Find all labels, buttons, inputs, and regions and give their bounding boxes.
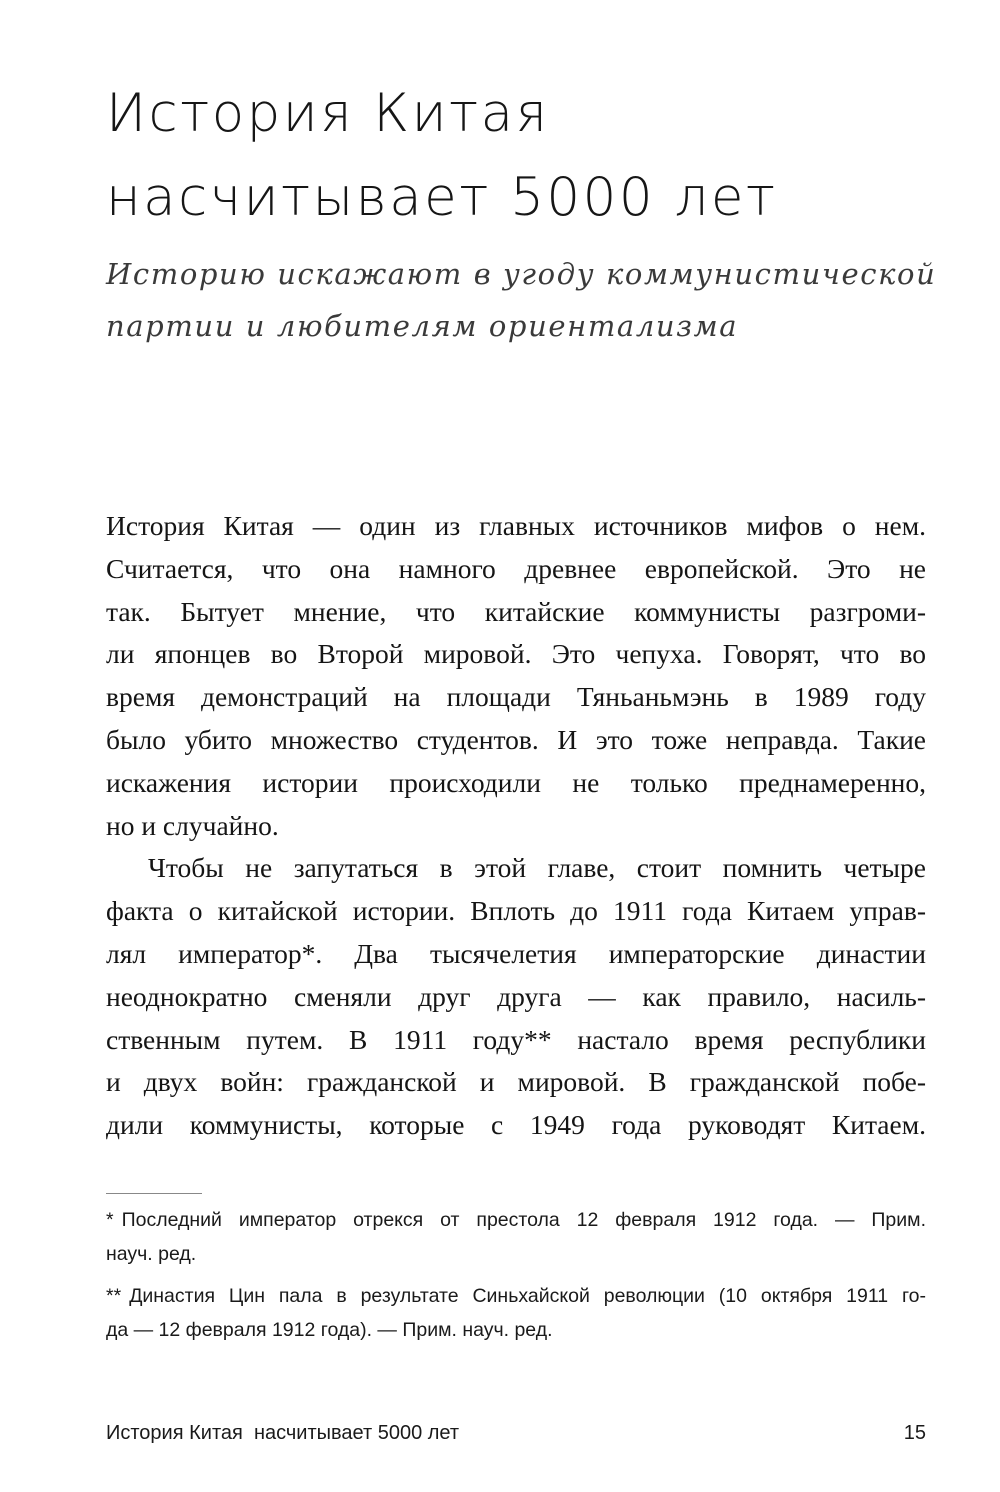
footnote-line: науч. ред.: [106, 1243, 197, 1265]
body-line: Чтобы не запутаться в этой главе, стоит помнить четыре: [148, 852, 926, 884]
body-line: лял император*. Два тысячелетия императорские династии: [106, 937, 926, 969]
body-line: Считается, что она намного древнее европейской. Это не: [106, 552, 926, 584]
body-line: факта о китайской истории. Вплоть до 1911 года Китаем управ-: [106, 895, 926, 927]
page-title-line-2: насчитывает 5000 лет: [106, 167, 778, 228]
footnote-mark: *: [106, 1209, 114, 1231]
running-footer: [106, 1418, 926, 1448]
paragraph-2: [106, 847, 926, 1147]
body-line: было убито множество студентов. И это тоже неправда. Такие: [106, 723, 926, 755]
body-line: но и случайно.: [106, 809, 279, 841]
body-line: так. Бытует мнение, что китайские коммунисты разгроми-: [106, 595, 926, 627]
subtitle-line-1: Историю искажают в угоду коммунистической: [106, 257, 937, 291]
body-line: ли японцев во Второй мировой. Это чепуха. Говорят, что во: [106, 638, 926, 670]
body-line: и двух войн: гражданской и мировой. В гражданской побе-: [106, 1066, 926, 1098]
body-line: ственным путем. В 1911 году** настало время республики: [106, 1023, 926, 1055]
running-title: История Китая насчитывает 5000 лет: [106, 1422, 460, 1444]
page-title-line-1: История Китая: [106, 83, 550, 144]
footnote-line: [106, 1279, 926, 1313]
footnote-text: Последний император отрекся от престола 12 февраля 1912 года. — Прим.: [121, 1209, 926, 1231]
paragraph-1: [106, 505, 926, 847]
subtitle-line-2: партии и любителям ориентализма: [106, 309, 739, 343]
body-line: дили коммунисты, которые с 1949 года руководят Китаем.: [106, 1109, 926, 1141]
body-line: неоднократно сменяли друг друга — как правило, насиль-: [106, 980, 926, 1012]
body-line: время демонстраций на площади Тяньаньмэнь в 1989 году: [106, 681, 926, 713]
body-line: История Китая — один из главных источников мифов о нем.: [106, 510, 926, 541]
footnote-line: да — 12 февраля 1912 года). — Прим. науч. ред.: [106, 1319, 553, 1341]
footnote-line: [106, 1203, 926, 1237]
footnotes: [106, 1203, 926, 1355]
footnote-2: [106, 1279, 926, 1347]
footnote-text: Династия Цин пала в результате Синьхайской революции (10 октября 1911 го-: [129, 1285, 926, 1307]
chapter-subtitle: [106, 248, 946, 352]
body-line: искажения истории происходили не только преднамеренно,: [106, 766, 926, 798]
footnote-1: [106, 1203, 926, 1271]
footnote-mark: **: [106, 1285, 122, 1307]
footnote-divider: [106, 1193, 202, 1194]
page-number: 15: [903, 1422, 926, 1444]
page-title: [106, 72, 926, 240]
body-text: [106, 505, 926, 1147]
